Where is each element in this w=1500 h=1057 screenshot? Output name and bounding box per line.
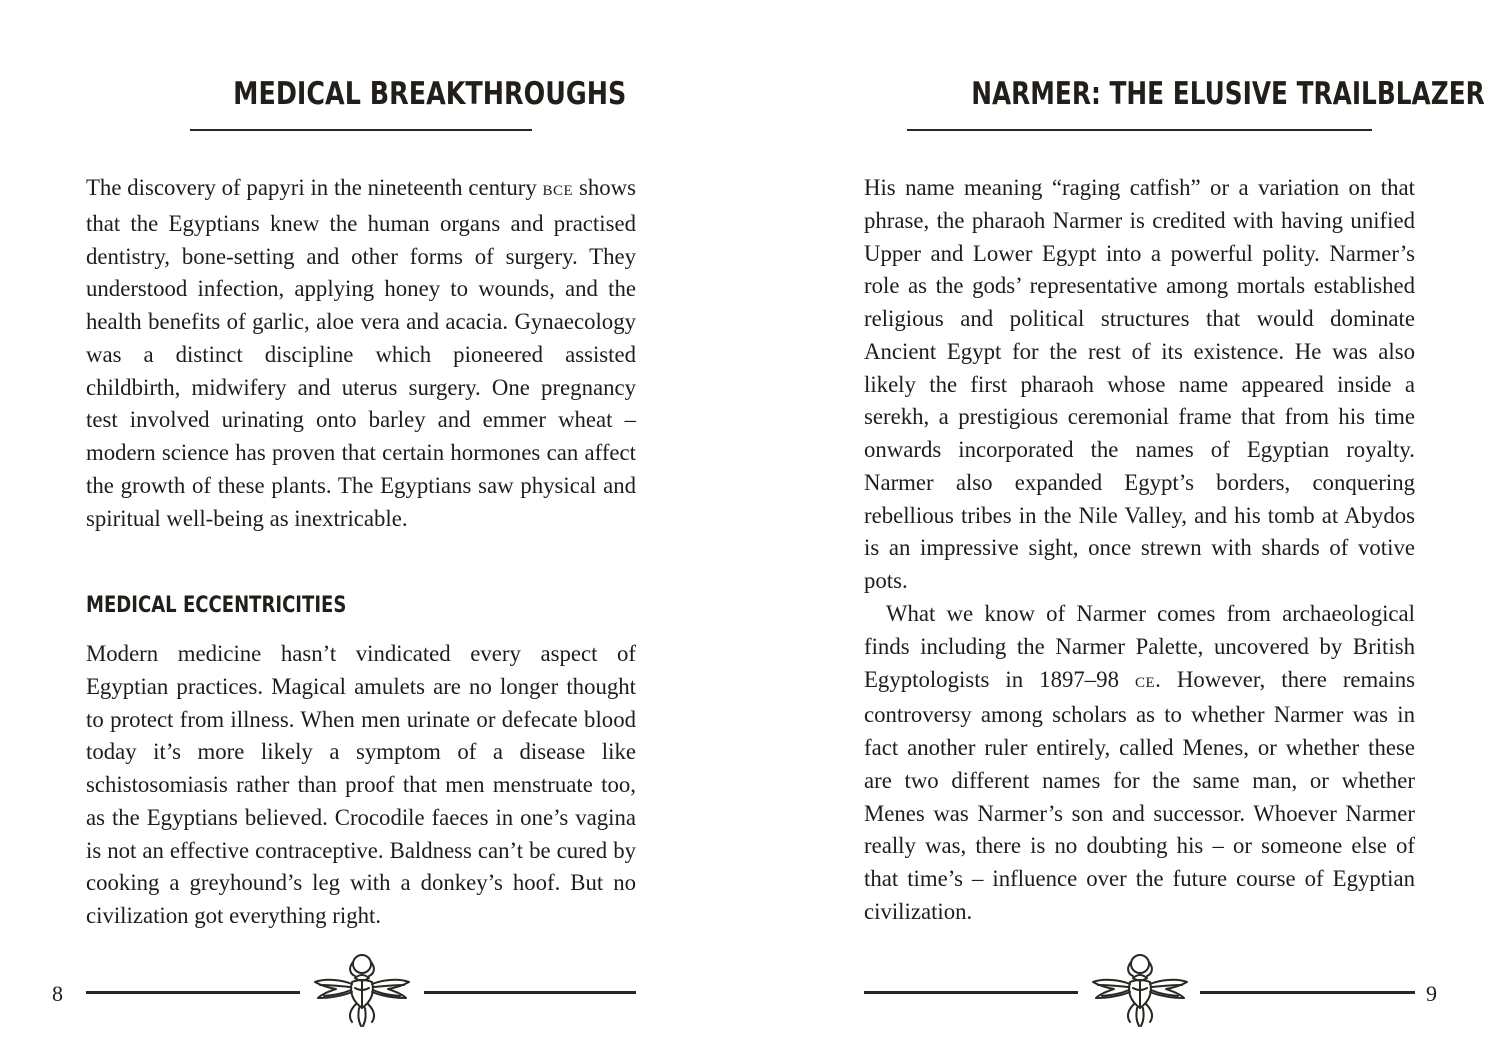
page-title: NARMER: THE ELUSIVE TRAILBLAZER <box>971 76 1485 112</box>
heading-underline <box>190 129 532 131</box>
footer-rule-right <box>424 991 636 994</box>
left-heading-block <box>190 74 627 114</box>
footer-rule-left <box>864 991 1078 994</box>
era-abbreviation: BCE <box>542 183 574 199</box>
body-paragraph: The discovery of papyri in the nineteenth century BCE shows that the Egyptians knew the human organs and practised dentistry, bone-setting and other forms of surgery. They understood infection, applying honey to wounds, and the health benefits of garlic, aloe vera and acacia. Gynaecology was a distinct discipline which pioneered assisted childbirth, midwifery and uterus surgery. One pregnancy test involved urinating onto barley and emmer wheat – modern science has proven that certain hormones can affect the growth of these plants. The Egyptians saw physical and spiritual well-being as inextricable. <box>86 175 636 531</box>
page-title: MEDICAL BREAKTHROUGHS <box>233 76 627 112</box>
era-abbreviation: CE <box>1135 674 1156 691</box>
right-page <box>750 0 1500 1057</box>
heading-underline <box>907 129 1372 131</box>
footer-rule-left <box>86 991 300 994</box>
body-paragraph: What we know of Narmer comes from archaeological finds including the Narmer Palette, uncovered by British Egyptologists in 1897–98 CE. However, there remains controversy among scholars as to whether Narmer was in fact another ruler entirely, called Menes, or whether these are two different names for the same man, or whether Menes was Narmer’s son and successor. Whoever Narmer really was, there is no doubting his – or someone else of that time’s – influence over the future course of Egyptian civilization. <box>864 601 1416 924</box>
body-paragraph: His name meaning “raging catfish” or a variation on that phrase, the pharaoh Narmer is credited with having unified Upper and Lower Egypt into a powerful polity. Narmer’s role as the gods’ representative among mortals established religious and political structures that would dominate Ancient Egypt for the rest of its existence. He was also likely the first pharaoh whose name appeared inside a serekh, a prestigious ceremonial frame that from his time onwards incorporated the names of Egyptian royalty. Narmer also expanded Egypt’s borders, conquering rebellious tribes in the Nile Valley, and his tomb at Abydos is an impressive sight, once strewn with shards of votive pots. <box>864 175 1415 593</box>
scarab-icon <box>312 952 412 1030</box>
section-subheading: MEDICAL ECCENTRICITIES <box>86 593 347 618</box>
page-number: 8 <box>52 981 63 1006</box>
body-paragraph: Modern medicine hasn’t vindicated every aspect of Egyptian practices. Magical amulets are no longer thought to protect from illness. When men urinate or defecate blood today it’s more likely a symptom of a disease like schistosomiasis rather than proof that men menstruate too, as the Egyptians believed. Crocodile faeces in one’s vagina is not an effective contraceptive. Baldness can’t be cured by cooking a greyhound’s leg with a donkey’s hoof. But no civilization got everything right. <box>86 641 636 928</box>
right-heading-block <box>907 74 1485 114</box>
scarab-icon <box>1090 952 1190 1030</box>
footer-rule-right <box>1200 991 1415 994</box>
page-number: 9 <box>1426 981 1437 1006</box>
